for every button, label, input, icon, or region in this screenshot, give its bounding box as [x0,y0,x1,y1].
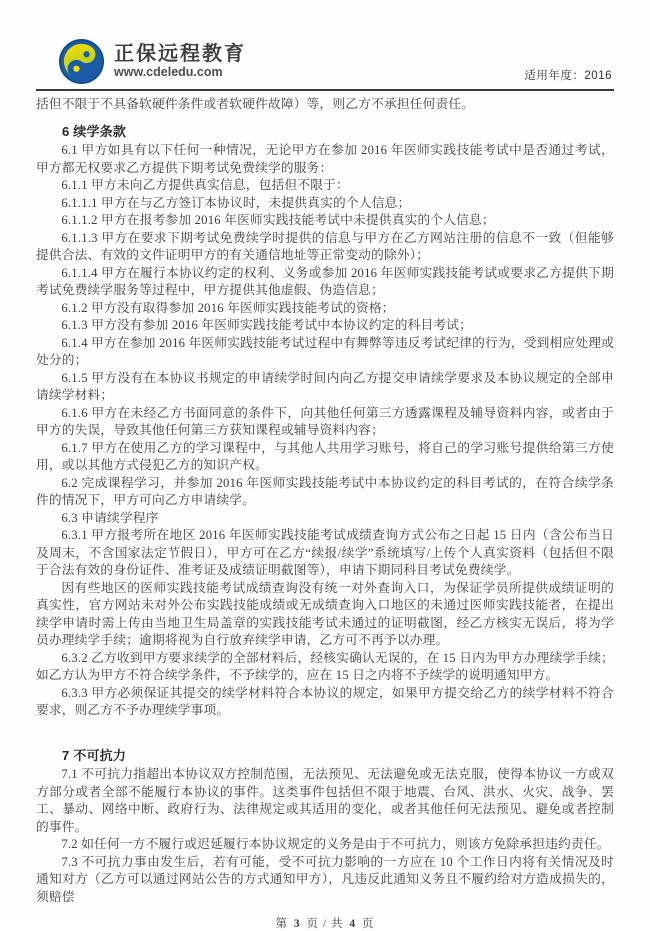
brand-url: www.cdeledu.com [114,65,223,79]
paragraph: 6.1.4 甲方在参加 2016 年医师实践技能考试过程中有舞弊等违反考试纪律的行为，受到相应处理或处分的； [36,335,614,367]
paragraph: 6.1.1 甲方未向乙方提供真实信息，包括但不限于： [61,178,349,192]
paragraph: 括但不限于不具备软硬件条件或者软硬件故障）等，则乙方不承担任何责任。 [36,97,475,111]
paragraph: 6.3.1 甲方报考所在地区 2016 年医师实践技能考试成绩查询方式公布之日起 15 日内（含公布当日及周末，不含国家法定节假日），甲方可在乙方“续报/续学”系统填写/上传个人真实资料（包括但不限于合法有效的身份证件、准考证及成绩证明截图等），申请下期同科目考试免费续学。 [36,528,614,577]
paragraph: 7.3 不可抗力事由发生后，若有可能，受不可抗力影响的一方应在 10 个工作日内将有关情况及时通知对方（乙方可以通过网站公告的方式通知甲方），凡违反此通知义务且不履约给对方造成损失的，须赔偿 [36,854,614,904]
page-header [36,0,614,91]
paragraph: 6.1.1.4 甲方在履行本协议约定的权利、义务或参加 2016 年医师实践技能考试或要求乙方提供下期考试免费续学服务等过程中，甲方提供其他虚假、伪造信息； [36,265,614,297]
footer-page-total: 4 [349,918,357,930]
footer-page-middle: 页 / 共 [306,918,344,930]
section-heading: 7 不可抗力 [62,747,127,763]
brand-name: 正保远程教育 [114,43,246,65]
paragraph: 6.3.3 甲方必须保证其提交的续学材料符合本协议的规定，如果甲方提交给乙方的续学材料不符合要求，则乙方不予办理续学事项。 [36,685,614,717]
paragraph: 6.1.2 甲方没有取得参加 2016 年医师实践技能考试的资格； [61,300,395,315]
paragraph: 6.1.5 甲方没有在本协议书规定的申请续学时间内向乙方提交申请续学要求及本协议规定的全部申请续学材料； [36,370,614,402]
paragraph: 6.1 甲方如具有以下任何一种情况，无论甲方在参加 2016 年医师实践技能考试中是否通过考试，甲方都无权要求乙方提供下期考试免费续学的服务： [36,143,614,175]
paragraph: 6.1.1.1 甲方在与乙方签订本协议时，未提供真实的个人信息； [61,195,411,210]
paragraph: 6.2 完成课程学习，并参加 2016 年医师实践技能考试中本协议约定的科目考试的，在符合续学条件的情况下，甲方可向乙方申请续学。 [36,475,614,507]
footer-page-suffix: 页 [361,918,375,930]
paragraph: 6.1.3 甲方没有参加 2016 年医师实践技能考试中本协议约定的科目考试； [61,318,473,332]
paragraph: 因有些地区的医师实践技能考试成绩查询没有统一对外查询入口，为保证学员所提供成绩证明的真实性，官方网站未对外公布实践技能成绩或无成绩查询入口地区的未通过医师实践技能者，在提出续学申请时需上传由当地卫生局盖章的实践技能考试未通过的证明截图，经乙方核实无误后，将为学员办理续学手续；逾期将视为自行放弃续学申请，乙方可不再予以办理。 [36,580,614,647]
footer-page-number: 3 [293,918,301,930]
paragraph: 6.1.6 甲方在未经乙方书面同意的条件下，向其他任何第三方透露课程及辅导资料内容，或者由于甲方的失误，导致其他任何第三方获知课程或辅导资料内容； [36,405,614,437]
page-footer [36,915,614,931]
cdel-logo-icon [58,38,105,85]
section-heading: 6 续学条款 [62,123,127,139]
paragraph: 7.1 不可抗力指超出本协议双方控制范围，无法预见、无法避免或无法克服，使得本协议一方或双方部分或者全部不能履行本协议的事件。这类事件包括但不限于地震、台风、洪水、火灾、战争、罢工、暴动、网络中断、政府行为、法律规定或其适用的变化，或者其他任何无法预见、避免或者控制的事件。 [36,767,614,834]
document-body [36,91,614,906]
brand-text [114,43,246,80]
footer-page-prefix: 第 [275,918,289,930]
paragraph: 6.1.1.3 甲方在要求下期考试免费续学时提供的信息与甲方在乙方网站注册的信息不一致（但能够提供合法、有效的文件证明甲方的有关通信地址等正常变动的除外）； [36,230,614,262]
paragraph: 6.3 申请续学程序 [61,510,159,525]
applicable-year-label: 适用年度：2016 [524,70,612,82]
paragraph: 6.1.7 甲方在使用乙方的学习课程中，与其他人共用学习账号，将自己的学习账号提供给第三方使用，或以其他方式侵犯乙方的知识产权。 [36,440,614,472]
paragraph: 6.1.1.2 甲方在报考参加 2016 年医师实践技能考试中未提供真实的个人信息； [61,213,495,227]
paragraph: 6.3.2 乙方收到甲方要求续学的全部材料后，经核实确认无误的，在 15 日内为甲方办理续学手续；如乙方认为甲方不符合续学条件，不予续学的，应在 15 日之内将不予续学的说明通知甲方。 [36,650,614,682]
paragraph: 7.2 如任何一方不履行或迟延履行本协议规定的义务是由于不可抗力，则该方免除承担违约责任。 [61,837,610,851]
